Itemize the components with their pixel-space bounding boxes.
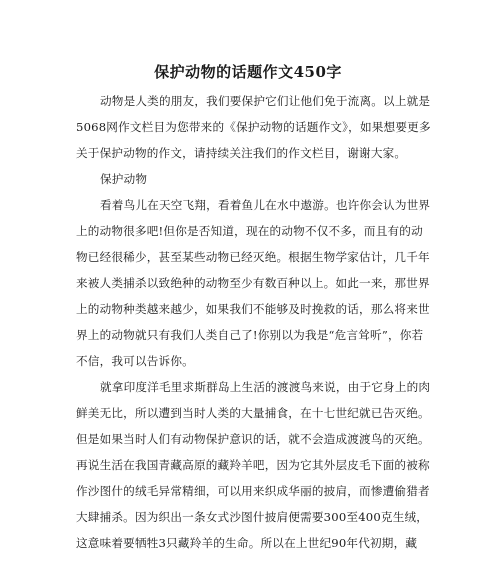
paragraph-line: 作沙图什的绒毛异常精细，可以用来织成华丽的披肩，而惨遭偷猎者 [76,484,430,498]
paragraph-line: 大肆捕杀。因为织出一条女式沙图什披肩便需要300至400克生绒， [76,510,429,524]
paragraph-line: 鲜美无比，所以遭到当时人类的大量捕食，在十七世纪就已告灭绝。 [76,406,430,420]
paragraph-line: 这意味着要牺牲3只藏羚羊的生命。所以在上世纪90年代初期，藏 [76,536,418,550]
paragraph-line: 看着鸟儿在天空飞翔，看着鱼儿在水中遨游。也许你会认为世界 [100,198,431,212]
intro-line: 动物是人类的朋友，我们要保护它们让他们免于流离。以上就是 [100,94,431,108]
paragraph-line: 就拿印度洋毛里求斯群岛上生活的渡渡鸟来说，由于它身上的肉 [100,380,431,394]
paragraph-line: 物已经很稀少，甚至某些动物已经灭绝。根据生物学家估计，几千年 [76,250,430,264]
intro-line: 关于保护动物的作文，请持续关注我们的作文栏目，谢谢大家。 [76,146,407,160]
intro-line: 5068网作文栏目为您带来的《保护动物的话题作文》，如果想要更多 [76,120,431,134]
paragraph-line: 不信，我可以告诉你。 [76,354,194,368]
paragraph-line: 上的动物很多吧!但你是否知道，现在的动物不仅不多，而且有的动 [76,224,423,238]
paragraph-line: 来被人类捕杀以致绝种的动物至少有数百种以上。如此一来，那世界 [76,276,430,290]
paragraph-line: 上的动物种类越来越少，如果我们不能够及时挽救的话，那么将来世 [76,302,430,316]
paragraph-line: 但是如果当时人们有动物保护意识的话，就不会造成渡渡鸟的灭绝。 [76,432,430,446]
paragraph-line: 界上的动物就只有我们人类自己了!你别以为我是“危言耸听”，你若 [76,328,424,342]
page-title: 保护动物的话题作文450字 [154,63,342,81]
section-heading: 保护动物 [100,172,148,186]
paragraph-line: 再说生活在我国青藏高原的藏羚羊吧，因为它其外层皮毛下面的被称 [76,458,430,472]
